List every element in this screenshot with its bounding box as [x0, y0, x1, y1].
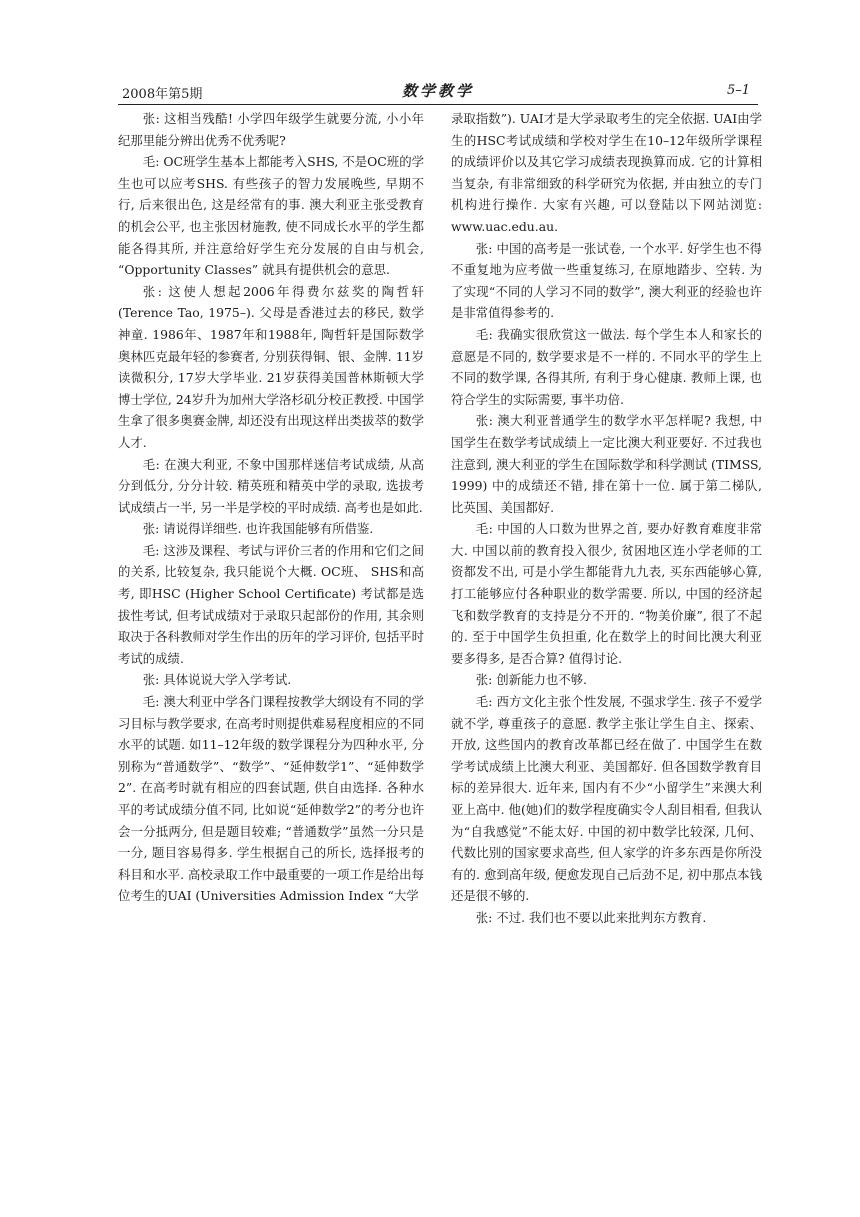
paragraph: 毛: 西方文化主张个性发展, 不强求学生. 孩子不爱学就不学, 尊重孩子的意愿. 教学主张让学生自主、探索、开放, 这些国内的教育改革都已经在做了. 中国学生在数学考试成绩上比澳大利亚、美国都好. 但各国数学教育目标的差异很大. 近年来, 国内有不少“小留学生”来澳大利亚上高中. 他(她)们的数学程度确实令人刮目相看, 但我认为“自我感觉”不能太好. 中国的初中数学比较深, 几何、代数比别的国家要求高些, 但人家学的许多东西是你所没有的. 愈到高年级, 便愈发现自己后劲不足, 初中那点本钱还是很不够的. [451, 694, 762, 904]
paragraph: 张: 请说得详细些. 也许我国能够有所借鉴. [142, 521, 374, 537]
left-column [118, 108, 424, 907]
paragraph: 毛: 我确实很欣赏这一做法. 每个学生本人和家长的意愿是不同的, 数学要求是不一样的. 不同水平的学生上不同的数学课, 各得其所, 有利于身心健康. 教师上课, 也符合学生的实际需要, 事半功倍. [451, 326, 762, 407]
paragraph: 毛: 中国的人口数为世界之首, 要办好教育难度非常大. 中国以前的教育投入很少, 贫困地区连小学老师的工资都发不出, 可是小学生都能背九九表, 买东西能够心算, 打工能够应付各种职业的数学需要. 所以, 中国的经济起飞和数学教育的支持是分不开的. “物美价廉”, 很了不起的. 至于中国学生负担重, 化在数学上的时间比澳大利亚要多得多, 是否合算? 值得讨论. [451, 521, 762, 666]
paragraph: 张: 具体说说大学入学考试. [142, 672, 292, 688]
paragraph: 张: 澳大利亚普通学生的数学水平怎样呢? 我想, 中国学生在数学考试成绩上一定比澳大利亚要好. 不过我也注意到, 澳大利亚的学生在国际数学和科学测试 (TIMSS, 1999) 中的成绩还不错, 排在第十一位. 属于第二梯队, 比英国、美国都好. [451, 413, 762, 515]
paragraph: 毛: 在澳大利亚, 不象中国那样迷信考试成绩, 从高分到低分, 分分计较. 精英班和精英中学的录取, 选拔考试成绩占一半, 另一半是学校的平时成绩. 高考也是如此. [118, 456, 424, 515]
page-number: 5–1 [726, 83, 750, 98]
paragraph: 毛: 澳大利亚中学各门课程按教学大纲设有不同的学习目标与教学要求, 在高考时则提供难易程度相应的不同水平的试题. 如11–12年级的数学课程分为四种水平, 分别称为“普通数学”、“数学”、“延伸数学1”、“延伸数学2”. 在高考时就有相应的四套试题, 供自由选择. 各种水平的考试成绩分值不同, 比如说“延伸数学2”的考分也许会一分抵两分, 但是题目较难; “普通数学”虽然一分只是一分, 题目容易得多. 学生根据自己的所长, 选择报考的科目和水平. 高校录取工作中最重要的一项工作是给出每位考生的UAI (Universities Admission Index “大学 [118, 694, 424, 904]
paragraph: 张: 不过. 我们也不要以此来批判东方教育. [475, 909, 707, 925]
paragraph: 张: 这相当残酷! 小学四年级学生就要分流, 小小年纪那里能分辨出优秀不优秀呢? [118, 111, 424, 148]
paragraph: 毛: OC班学生基本上都能考入SHS, 不是OC班的学生也可以应考SHS. 有些孩子的智力发展晚些, 早期不行, 后来很出色, 这是经常有的事. 澳大利亚主张受教育的机会公平, 也主张因材施教, 使不同成长水平的学生都能各得其所, 并注意给好学生充分发展的自由与机会, “Opportunity Classes” 就具有提供机会的意思. [118, 154, 424, 278]
paragraph: 毛: 这涉及课程、考试与评价三者的作用和它们之间的关系, 比较复杂, 我只能说个大概. OC班、 SHS和高考, 即HSC (Higher School Certificate) 考试都是选拔性考试, 但考试成绩对于录取只起部份的作用, 其余则取决于各科教师对学生作出的历年的学习评价, 包括平时考试的成绩. [118, 542, 424, 666]
paragraph: 张: 创新能力也不够. [475, 672, 587, 688]
journal-title: 数学教学 [401, 82, 474, 100]
paragraph: 张: 这使人想起2006年得费尔兹奖的陶哲轩 (Terence Tao, 1975–). 父母是香港过去的移民, 数学神童. 1986年、1987年和1988年, 陶哲轩是国际数学奥林匹克最年轻的参赛者, 分别获得铜、银、金牌. 11岁读微积分, 17岁大学毕业. 21岁获得美国普林斯顿大学博士学位, 24岁升为加州大学洛杉矶分校正教授. 中国学生拿了很多奥赛金牌, 却还没有出现这样出类拔萃的数学人才. [118, 283, 424, 450]
right-column [451, 108, 762, 929]
page-header [118, 80, 758, 105]
issue-label: 2008年第5期 [122, 87, 203, 102]
paragraph-continued: 录取指数”). UAI才是大学录取考生的完全依据. UAI由学生的HSC考试成绩和学校对学生在10–12年级所学课程的成绩评价以及其它学习成绩表现换算而成. 它的计算相当复杂, 有非常细致的科学研究为依据, 并由独立的专门机构进行操作. 大家有兴趣, 可以登陆以下网站浏览: www.uac.edu.au. [451, 111, 762, 234]
paragraph: 张: 中国的高考是一张试卷, 一个水平. 好学生也不得不重复地为应考做一些重复练习, 在原地踏步、空转. 为了实现“不同的人学习不同的数学”, 澳大利亚的经验也许是非常值得参考的. [451, 240, 762, 321]
